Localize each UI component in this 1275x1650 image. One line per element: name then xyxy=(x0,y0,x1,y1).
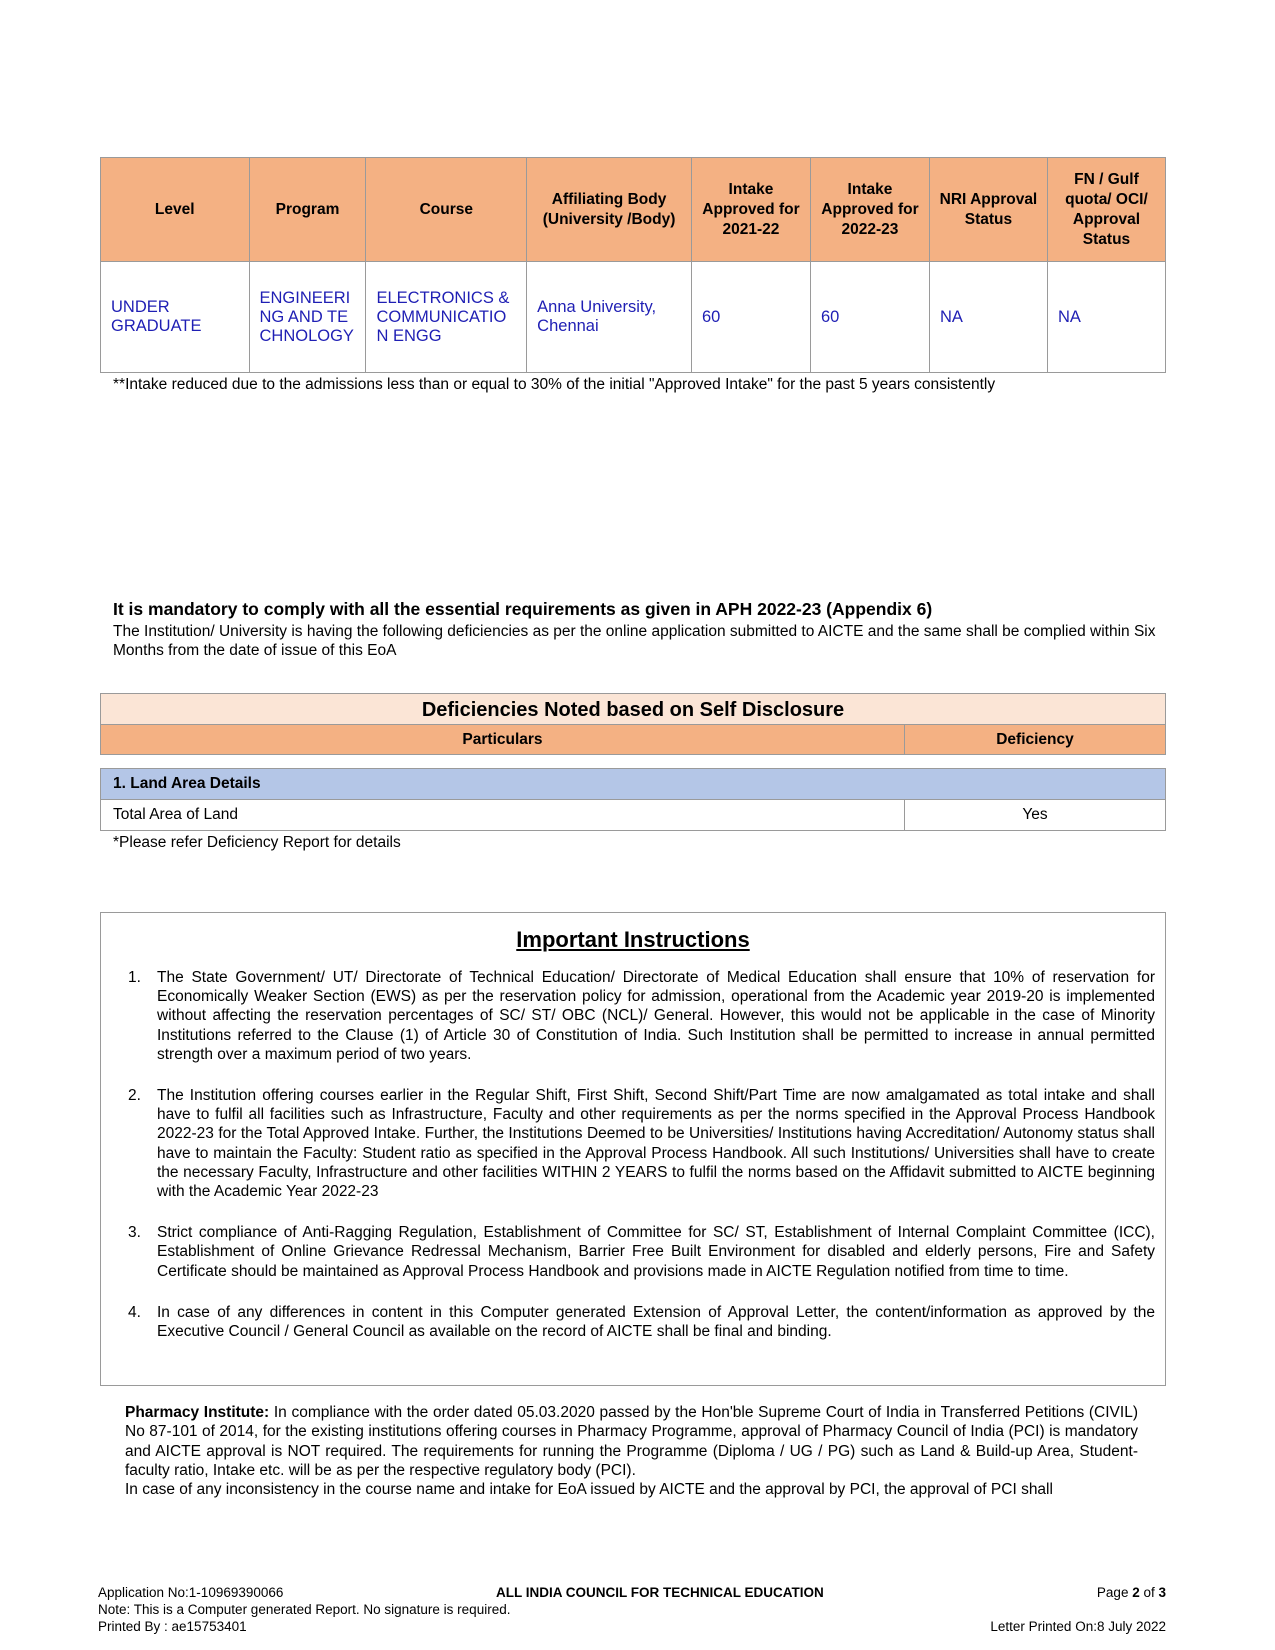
page-total: 3 xyxy=(1158,1585,1166,1600)
page-current: 2 xyxy=(1132,1585,1140,1600)
cell-nri-status: NA xyxy=(929,262,1047,373)
item-number: 2. xyxy=(128,1087,141,1105)
cell-level: UNDER GRADUATE xyxy=(101,262,250,373)
header-affiliating-body: Affiliating Body (University /Body) xyxy=(527,158,692,262)
item-number: 3. xyxy=(128,1224,141,1242)
list-item xyxy=(125,1223,1155,1281)
pharmacy-text: In compliance with the order dated 05.03.2020 passed by the Hon'ble Supreme Court of India in Transferred Petitions (CIVIL) No 87-101 of 2014, for the existing institutions offering courses in Pharmacy Programme, approval of Pharmacy Council of India (PCI) is mandatory and AICTE approval is NOT required. The requirements for running the Programme (Diploma / UG / PG) such as Land & Build-up Area, Student-faculty ratio, Intake etc. will be as per the respective regulatory body (PCI). xyxy=(125,1404,1138,1479)
pharmacy-label: Pharmacy Institute: xyxy=(125,1404,270,1421)
page-suffix: of xyxy=(1139,1585,1159,1600)
cell-fn-gulf-status: NA xyxy=(1047,262,1165,373)
item-text: The Institution offering courses earlier in the Regular Shift, First Shift, Second Shift/Part Time are now amalgamated as total intake and shall have to fulfil all facilities such as Infrastructure, Faculty and other requirements as per the norms specified in the Approval Process Handbook 2022-23 for the Total Approved Intake. Further, the Institutions Deemed to be Universities/ Institutions having Accreditation/ Autonomy status shall have to maintain the Faculty: Student ratio as specified in the Approval Process Handbook. All such Institutions/ Universities shall have to create the necessary Faculty, Infrastructure and other facilities WITHIN 2 YEARS to fulfil the norms based on the Affidavit submitted to AICTE beginning with the Academic Year 2022-23 xyxy=(157,1087,1155,1201)
list-item xyxy=(125,968,1155,1064)
row-particular: Total Area of Land xyxy=(101,800,905,830)
deficiency-section-heading: 1. Land Area Details xyxy=(100,768,1166,800)
list-item xyxy=(125,1086,1155,1201)
footer-printed-on: Letter Printed On:8 July 2022 xyxy=(990,1619,1166,1634)
header-intake-2022-23: Intake Approved for 2022-23 xyxy=(810,158,929,262)
cell-affiliating-body: Anna University, Chennai xyxy=(527,262,692,373)
page-prefix: Page xyxy=(1096,1585,1133,1600)
footer-application-no: Application No:1-10969390066 xyxy=(98,1585,284,1600)
header-nri-status: NRI Approval Status xyxy=(929,158,1047,262)
footer-council-name: ALL INDIA COUNCIL FOR TECHNICAL EDUCATION xyxy=(496,1585,824,1600)
intake-header-row xyxy=(101,158,1166,262)
item-text: Strict compliance of Anti-Ragging Regulation, Establishment of Committee for SC/ ST, Establishment of Internal Complaint Committee (ICC), Establishment of Online Grievance Redressal Mechanism, Barrier Free Built Environment for disabled and elderly persons, Fire and Safety Certificate should be maintained as Approval Process Handbook and provisions made in AICTE Regulation notified from time to time. xyxy=(157,1224,1155,1280)
deficiency-note: *Please refer Deficiency Report for details xyxy=(113,834,401,851)
item-text: The State Government/ UT/ Directorate of Technical Education/ Directorate of Medical Education shall ensure that 10% of reservation for Economically Weaker Section (EWS) as per the reservation policy for admission, operational from the Academic year 2019-20 is implemented without affecting the reservation percentages of SC/ ST/ OBC (NCL)/ General. However, this would not be applicable in the case of Minority Institutions referred to the Clause (1) of Article 30 of Constitution of India. Such Institution shall be permitted to increase in annual permitted strength over a maximum period of two years. xyxy=(157,969,1155,1063)
mandatory-body: The Institution/ University is having the following deficiencies as per the online application submitted to AICTE and the same shall be complied within Six Months from the date of issue of this EoA xyxy=(113,623,1156,659)
footer-note: Note: This is a Computer generated Report. No signature is required. xyxy=(98,1602,511,1617)
deficiency-table-title: Deficiencies Noted based on Self Disclosure xyxy=(100,693,1166,725)
instructions-title: Important Instructions xyxy=(516,927,750,952)
row-deficiency: Yes xyxy=(1022,806,1048,823)
header-course: Course xyxy=(366,158,527,262)
cell-program: ENGINEERING AND TECHNOLOGY xyxy=(249,262,366,373)
instructions-box xyxy=(100,912,1166,1386)
intake-table xyxy=(100,157,1166,373)
table-row xyxy=(100,799,1166,831)
header-intake-2021-22: Intake Approved for 2021-22 xyxy=(691,158,810,262)
header-fn-gulf-status: FN / Gulf quota/ OCI/ Approval Status xyxy=(1047,158,1165,262)
cell-course: ELECTRONICS & COMMUNICATION ENGG xyxy=(366,262,527,373)
header-program: Program xyxy=(249,158,366,262)
instructions-list xyxy=(125,968,1155,1363)
column-particulars: Particulars xyxy=(101,725,905,754)
intake-note: **Intake reduced due to the admissions less than or equal to 30% of the initial "Approved Intake" for the past 5 years consistently xyxy=(113,376,996,393)
item-text: In case of any differences in content in this Computer generated Extension of Approval Letter, the content/information as approved by the Executive Council / General Council as available on the record of AICTE shall be final and binding. xyxy=(157,1303,1155,1341)
footer-printed-by: Printed By : ae15753401 xyxy=(98,1619,247,1634)
table-row xyxy=(101,262,1166,373)
item-number: 4. xyxy=(128,1303,141,1321)
pharmacy-text-continued: In case of any inconsistency in the course name and intake for EoA issued by AICTE and the approval by PCI, the approval of PCI shall xyxy=(125,1481,1053,1499)
mandatory-title: It is mandatory to comply with all the essential requirements as given in APH 2022-23 (Appendix 6) xyxy=(113,599,933,619)
header-level: Level xyxy=(101,158,250,262)
item-number: 1. xyxy=(128,969,141,986)
deficiency-table-header xyxy=(100,724,1166,755)
cell-intake-2022-23: 60 xyxy=(810,262,929,373)
cell-intake-2021-22: 60 xyxy=(691,262,810,373)
column-deficiency: Deficiency xyxy=(996,731,1074,748)
footer-page-number xyxy=(1097,1585,1166,1600)
pharmacy-paragraph xyxy=(125,1403,1138,1499)
list-item xyxy=(125,1303,1155,1341)
